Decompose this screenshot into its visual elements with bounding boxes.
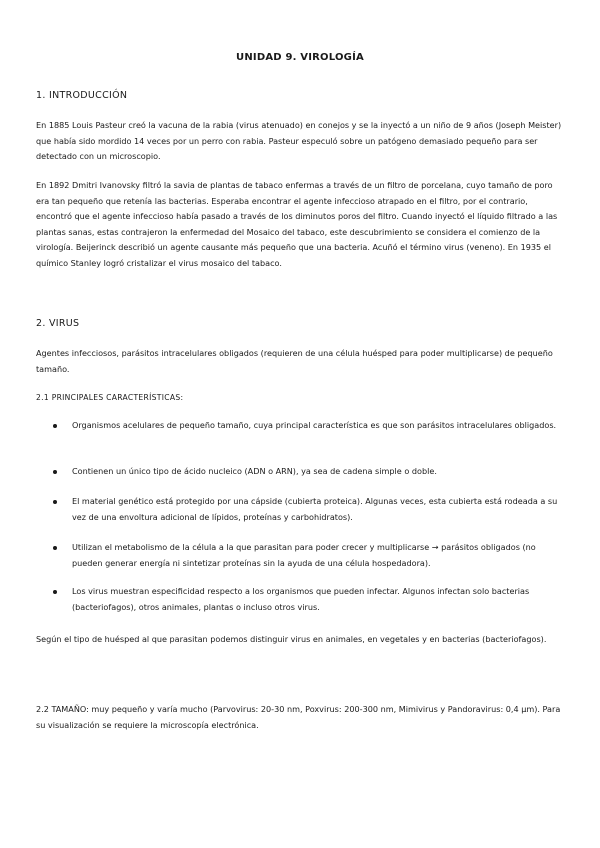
section-heading-virus: 2. VIRUS <box>36 318 80 329</box>
list-item: Contienen un único tipo de ácido nucleico (ADN o ARN), ya sea de cadena simple o doble. <box>36 464 564 480</box>
list-item: El material genético está protegido por una cápside (cubierta proteica). Algunas veces, esta cubierta está rodeada a su vez de una envoltura adicional de lípidos, proteínas y carbohidratos). <box>36 494 564 525</box>
list-item: Utilizan el metabolismo de la célula a la que parasitan para poder crecer y multiplicarse → parásitos obligados (no pueden generar energía ni sintetizar proteínas sin la ayuda de una célula hospedadora). <box>36 540 564 571</box>
paragraph-virus-definicion: Agentes infecciosos, parásitos intracelulares obligados (requieren de una célula huésped para poder multiplicarse) de pequeño tamaño. <box>36 348 553 374</box>
bullet-dot-icon <box>53 424 57 428</box>
section-heading-introduccion: 1. INTRODUCCIÓN <box>36 90 128 101</box>
bullet-dot-icon <box>53 546 57 550</box>
list-item: Los virus muestran especificidad respecto a los organismos que pueden infectar. Algunos infectan solo bacterias (bacteriofagos), otros animales, plantas o incluso otros virus. <box>36 584 564 615</box>
paragraph-ivanovsky: En 1892 Dmitri Ivanovsky filtró la savia de plantas de tabaco enfermas a través de un filtro de porcelana, cuyo tamaño de poro era tan pequeño que retenía las bacterias. Esperaba encontrar el agente infeccioso atrapado en el filtro, por el contrario, encontró que el agente infeccioso había pasado a través de los diminutos poros del filtro. Cuando inyectó el líquido filtrado a las plantas sanas, estas contrajeron la enfermedad del Mosaico del tabaco, este descubrimiento se considera el comienzo de la virología. Beijerinck describió un agente causante más pequeño que una bacteria. Acuñó el término virus (veneno). En 1935 el químico Stanley logró cristalizar el virus mosaico del tabaco. <box>36 180 558 268</box>
paragraph-pasteur: En 1885 Louis Pasteur creó la vacuna de la rabia (virus atenuado) en conejos y se la inyectó a un niño de 9 años (Joseph Meister) que había sido mordido 14 veces por un perro con rabia. Pasteur especuló sobre un patógeno demasiado pequeño para ser detectado con un microscopio. <box>36 120 562 161</box>
subsection-heading-caracteristicas: 2.1 PRINCIPALES CARACTERÍSTICAS: <box>36 393 184 402</box>
paragraph-tipos-huesped: Según el tipo de huésped al que parasitan podemos distinguir virus en animales, en vegetales y en bacterias (bacteriofagos). <box>36 634 547 644</box>
list-item: Organismos acelulares de pequeño tamaño, cuya principal característica es que son parásitos intracelulares obligados. <box>36 418 564 434</box>
bullet-dot-icon <box>53 470 57 474</box>
bullet-dot-icon <box>53 590 57 594</box>
bullet-dot-icon <box>53 500 57 504</box>
paragraph-tamano: 2.2 TAMAÑO: muy pequeño y varía mucho (Parvovirus: 20-30 nm, Poxvirus: 200-300 nm, Mimivirus y Pandoravirus: 0,4 µm). Para su visualización se requiere la microscopía electrónica. <box>36 704 561 730</box>
document-title: UNIDAD 9. VIROLOGÍA <box>236 52 364 63</box>
